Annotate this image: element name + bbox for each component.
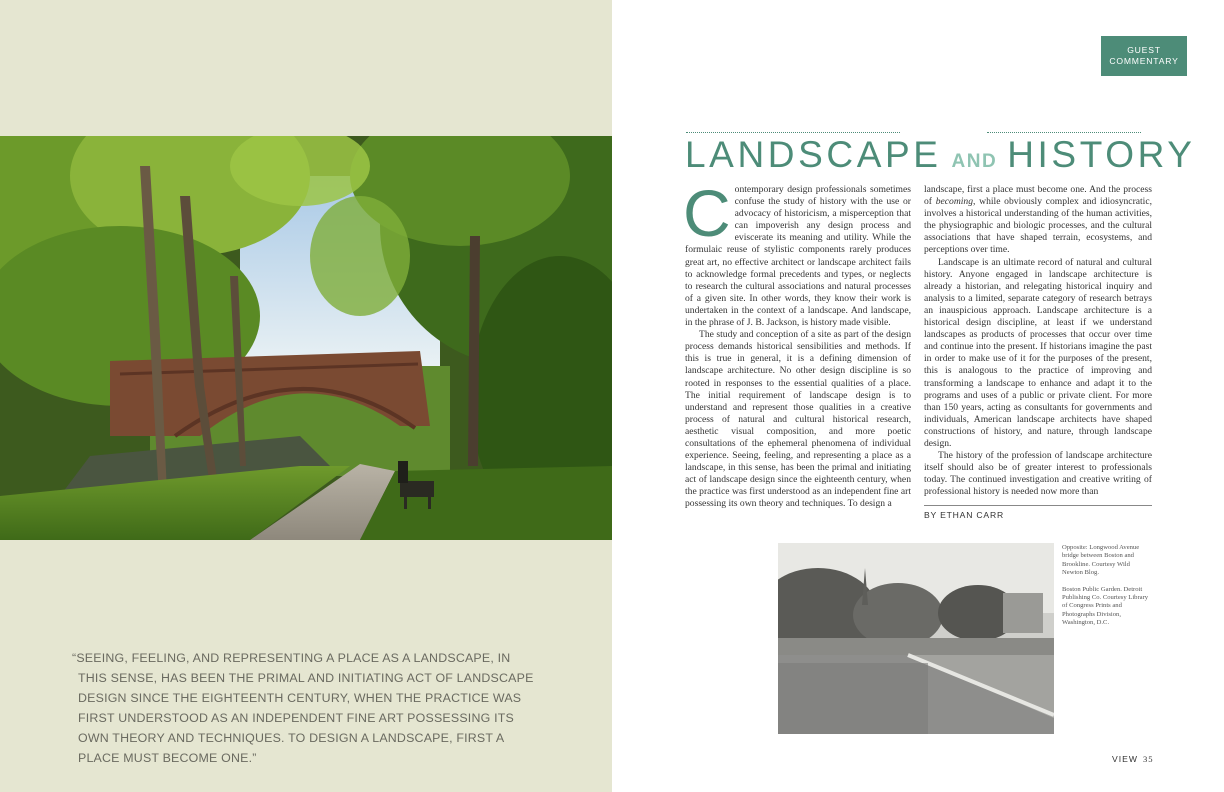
title-rule-right (987, 132, 1141, 133)
drop-cap: C (683, 176, 731, 250)
paragraph-text: landscape, first a place must become one. And the process of (924, 184, 1152, 208)
article-paragraph: The study and conception of a site as part of the design process demands historical sensibilities and methods. If this is true in general, it is a defining dimension of landscape architecture. No other design discipline is so rooted in responses to the essential qualities of a place. The initial requirement of landscape design is to understand and represent those qualities in a creative process of natural and cultural historical research, aesthetic visual composition, and more poetic consultations of the ephemeral phenomena of individual experience. Seeing, feeling, and representing a place as a landscape, in this sense, has been the primal and initiating act of landscape design since the eighteenth century, when the practice was first understood as an independent fine art possessing its own theory and techniques. To design a (685, 329, 911, 510)
byline: BY ETHAN CARR (924, 505, 1152, 520)
page-number: 35 (1142, 754, 1154, 764)
badge-line-2: COMMENTARY (1109, 56, 1179, 66)
paragraph-text: ontemporary design professionals sometimes confuse the study of history with the use or advocacy of historicism, a misperception that can impoverish any design process and eviscerate its meaning and utility. While the formulaic reuse of stylistic components rarely produces great art, no effective architect or landscape architect fails to acknowledge formal precedents and types, or neglects to research the cultural associations and natural processes of a given site. In other words, they know their work is undertaken in the context of a landscape. And landscape, in the phrase of J. B. Jackson, is history made visible. (685, 184, 911, 329)
right-page (612, 0, 1224, 792)
pull-quote: “SEEING, FEELING, AND REPRESENTING A PLACE AS A LANDSCAPE, IN THIS SENSE, HAS BEEN THE PRIMAL AND INITIATING ACT OF LANDSCAPE DESIGN SINCE THE EIGHTEENTH CENTURY, WHEN THE PRACTICE WAS FIRST UNDERSTOOD AS AN INDEPENDENT FINE ART POSSESSING ITS OWN THEORY AND TECHNIQUES. TO DESIGN A LANDSCAPE, FIRST A PLACE MUST BECOME ONE.” (72, 651, 534, 765)
article-column-2 (924, 184, 1152, 498)
article-paragraph: The history of the profession of landscape architecture itself should also be of greater interest to professionals today. The continued investigation and creative writing of professional history is needed now more than (924, 450, 1152, 498)
title-rule-left (686, 132, 900, 133)
caption-garden: Boston Public Garden. Detroit Publishing Co. Courtesy Library of Congress Prints and Photographs Division, Washington, D.C. (1062, 585, 1149, 627)
article-paragraph: Landscape is an ultimate record of natural and cultural history. Anyone engaged in landscape architecture is already a historian, and relegating historical inquiry and analysis to a limited, separate category of research betrays an inauspicious approach. Landscape architecture is a historical design discipline, at least if we understand landscapes as products of processes that occur over time and continue into the present. If historians imagine the past in order to make use of it for the purposes of the present, this is analogous to the practice of improving and transforming a landscape to enhance and adapt it to the programs and uses of a public or private client. For more than 150 years, acting as consultants for governments and individuals, American landscape architects have shaped constructions of history, and nature, through landscape design. (924, 256, 1152, 449)
article-column-1 (683, 176, 911, 511)
title-word-and: AND (951, 151, 998, 172)
article-paragraph (924, 184, 1152, 257)
folio (1112, 754, 1154, 764)
italic-word: becoming (935, 196, 974, 208)
title-word-history: HISTORY (1007, 134, 1196, 175)
stone-bridge-photo (0, 136, 612, 540)
badge-line-1: GUEST (1127, 45, 1161, 55)
photo-captions (1062, 544, 1150, 636)
magazine-name: VIEW (1112, 754, 1138, 764)
caption-opposite: Opposite: Longwood Avenue bridge between Boston and Brookline. Courtesy Wild Newton Blog. (1062, 544, 1140, 577)
guest-commentary-badge (1101, 36, 1187, 76)
stone-bridge-image (0, 136, 612, 540)
public-garden-photo (778, 543, 1054, 734)
article-title (685, 134, 1196, 178)
paragraph-text: , while obviously complex and idiosyncratic, involves a historical understanding of the human activities, the physiographic and biologic processes, and the cultural associations that have shaped terrain, ecosystems, and perceptions over time. (924, 196, 1153, 256)
public-garden-image (778, 543, 1054, 734)
title-word-landscape: LANDSCAPE (685, 134, 942, 175)
article-paragraph (683, 176, 911, 329)
